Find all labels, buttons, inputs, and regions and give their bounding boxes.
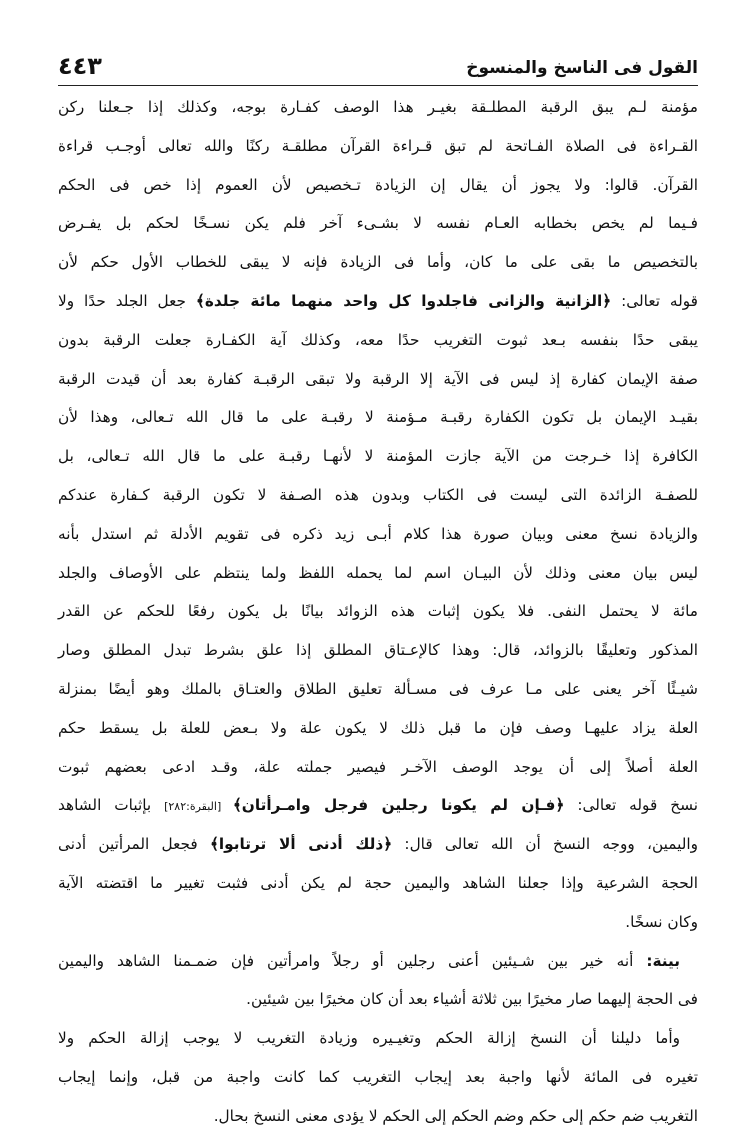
line-text: الحجة الشرعية وإذا جعلنا الشاهد واليمين حجة لم يكن أدنى فثبت تغيير ما اقتضته الآية — [58, 873, 698, 892]
text-line — [58, 437, 698, 476]
text-line — [58, 515, 698, 554]
text-line — [58, 554, 698, 593]
text-line — [58, 1019, 698, 1058]
line-text: مائة لا يحتمل النفى. فلا يكون إثبات هذه الزوائد بيانًا بل يكون رفعًا للحكم عن القدر — [58, 602, 698, 621]
quran-verse: ﴿فـإن لم يكونا رجلين فرجل وامـرأتان﴾ — [232, 796, 565, 815]
page-body-text — [58, 88, 698, 1136]
text-line — [58, 282, 698, 321]
page-number: ٤٤٣ — [58, 52, 102, 80]
text-line — [58, 1058, 698, 1097]
text-line — [58, 398, 698, 437]
line-text: العلة أصلاً إلى أن يوجد الوصف الآخـر فيصير جملته علة، وقـد ادعى بعضهم ثبوت — [58, 757, 698, 776]
line-text-end: بإثبات الشاهد — [58, 796, 165, 815]
text-line — [58, 786, 698, 825]
line-text: ليس بيان معنى وذلك لأن البيـان اسم لما يحمله اللفظ ولما ينتظم على الأوصاف والجلد — [58, 563, 698, 582]
line-text: القرآن. قالوا: ولا يجوز أن يقال إن الزيادة تـخصيص لأن العموم إذا خص فى الحكم — [58, 175, 698, 194]
text-line — [58, 942, 698, 981]
text-line — [58, 1097, 698, 1136]
text-line — [58, 166, 698, 205]
text-line — [58, 127, 698, 166]
line-text-start: قوله تعالى: — [611, 291, 698, 310]
text-line — [58, 321, 698, 360]
quran-verse: ﴿الزانية والزانى فاجلدوا كل واحد منهما مائة جلدة﴾ — [195, 291, 612, 310]
line-text-start: نسخ قوله تعالى: — [564, 796, 698, 815]
line-text-end: فجعل المرأتين أدنى — [58, 835, 210, 854]
running-header — [58, 50, 698, 84]
line-text: بالتخصيص ما بقى على ما كان، وأما فى الزيادة فإنه لا يبقى للخطاب الأول حكم لأن — [58, 253, 698, 272]
text-line — [58, 88, 698, 127]
line-text: المذكور وتعليقًا بالزوائد، قال: وهذا كالإعـتاق المطلق إذا علق بشرط تبدل المطلق وصار — [58, 641, 698, 660]
text-line — [58, 903, 698, 942]
quran-verse: ﴿ذلك أدنى ألا ترتابوا﴾ — [209, 835, 393, 854]
verse-reference: [البقرة:٢٨٢] — [164, 800, 233, 814]
text-line — [58, 631, 698, 670]
line-text: مؤمنة لـم يبق الرقبة المطلـقة بغيـر هذا الوصف كفـارة بوجه، وكذلك إذا جـعلنا ركن — [58, 98, 698, 116]
line-text: الكافرة إذا خـرجت من الآية جازت المؤمنة لا لأنهـا رقبـة على ما قال الله تـعالى، بل — [58, 447, 698, 466]
line-text: فى الحجة إليهما صار مخيرًا بين ثلاثة أشياء بعد أن كان مخيرًا بين شيئين. — [246, 990, 698, 1009]
line-text: بقيـد الإيمان بل تكون الكفارة رقبـة مـؤمنة لا رقبـة على ما قال الله تـعالى، وهذا لأن — [58, 408, 698, 427]
line-text: القـراءة فى الصلاة الفـاتحة لم تبق قـراءة القرآن مطلقـة ركنًا والله تعالى أوجـب قراءة — [58, 136, 698, 155]
text-line — [58, 204, 698, 243]
line-text: يبقى حدًا بنفسه بـعد ثبوت التغريب حدًا معه، وكذلك آية الكفـارة جعلت الرقبة بدون — [58, 330, 698, 349]
line-text: وأما دليلنا أن النسخ إزالة الحكم وتغيـيره وزيادة التغريب لا يوجب إزالة الحكم ولا — [58, 1029, 680, 1048]
line-text: تغيره فى المائة لأنها واجبة بعد إيجاب التغريب كما كانت واجبة من قبل، وإنما إيجاب — [58, 1067, 698, 1086]
line-text: التغريب ضم حكم إلى حكم وضم الحكم إلى الحكم لا يؤدى معنى النسخ بحال. — [213, 1106, 698, 1125]
text-line — [58, 476, 698, 515]
text-line — [58, 670, 698, 709]
text-line — [58, 825, 698, 864]
text-line — [58, 360, 698, 399]
line-text: العلة يزاد عليهـا وصف فإن ما قبل ذلك لا يكون علة ولا بـعض للعلة بل يسقط حكم — [58, 718, 698, 737]
text-line — [58, 748, 698, 787]
running-title: القول فى الناسخ والمنسوخ — [466, 58, 698, 78]
line-text-start: واليمين، ووجه النسخ أن الله تعالى قال: — [392, 835, 698, 854]
text-line — [58, 709, 698, 748]
text-line — [58, 864, 698, 903]
header-divider — [58, 85, 698, 86]
paragraph-label: بينة: — [646, 951, 680, 970]
line-text: وكان نسخًا. — [625, 912, 698, 931]
line-text: والزيادة نسخ معنى وبيان صورة هذا كلام أبـى زيد ذكره فى تقويم الأدلة ثم استدل بأنه — [58, 524, 698, 543]
line-text: للصفـة الزائدة التى ليست فى الكتاب وبدون هذه الصـفة لا تكون الرقبة كـفارة عندكم — [58, 485, 698, 504]
line-text: فـيما لم يخص بخطابه العـام نفسه لا بشـىء آخر فلم يكن نسـخًا لحكم بل يفـرض — [58, 214, 698, 233]
line-text-end: جعل الجلد حدًا ولا — [58, 291, 196, 310]
line-text: صفة الإيمان كفارة إذ ليس فى الآية إلا الرقبة ولا تبقى الرقبـة كفارة بعد أن قيدت الرقبة — [58, 369, 698, 388]
text-line — [58, 243, 698, 282]
line-text: شيـئًا آخر يعنى على مـا عرف فى مسـألة تعليق الطلاق والعتـاق بالملك وهو أيضًا بمنزلة — [58, 679, 698, 698]
text-line — [58, 592, 698, 631]
text-line — [58, 980, 698, 1019]
line-text-end: أنه خير بين شـيئين أعنى رجلين أو رجلاً وامرأتين فإن ضمـمنا الشاهد واليمين — [58, 951, 647, 970]
